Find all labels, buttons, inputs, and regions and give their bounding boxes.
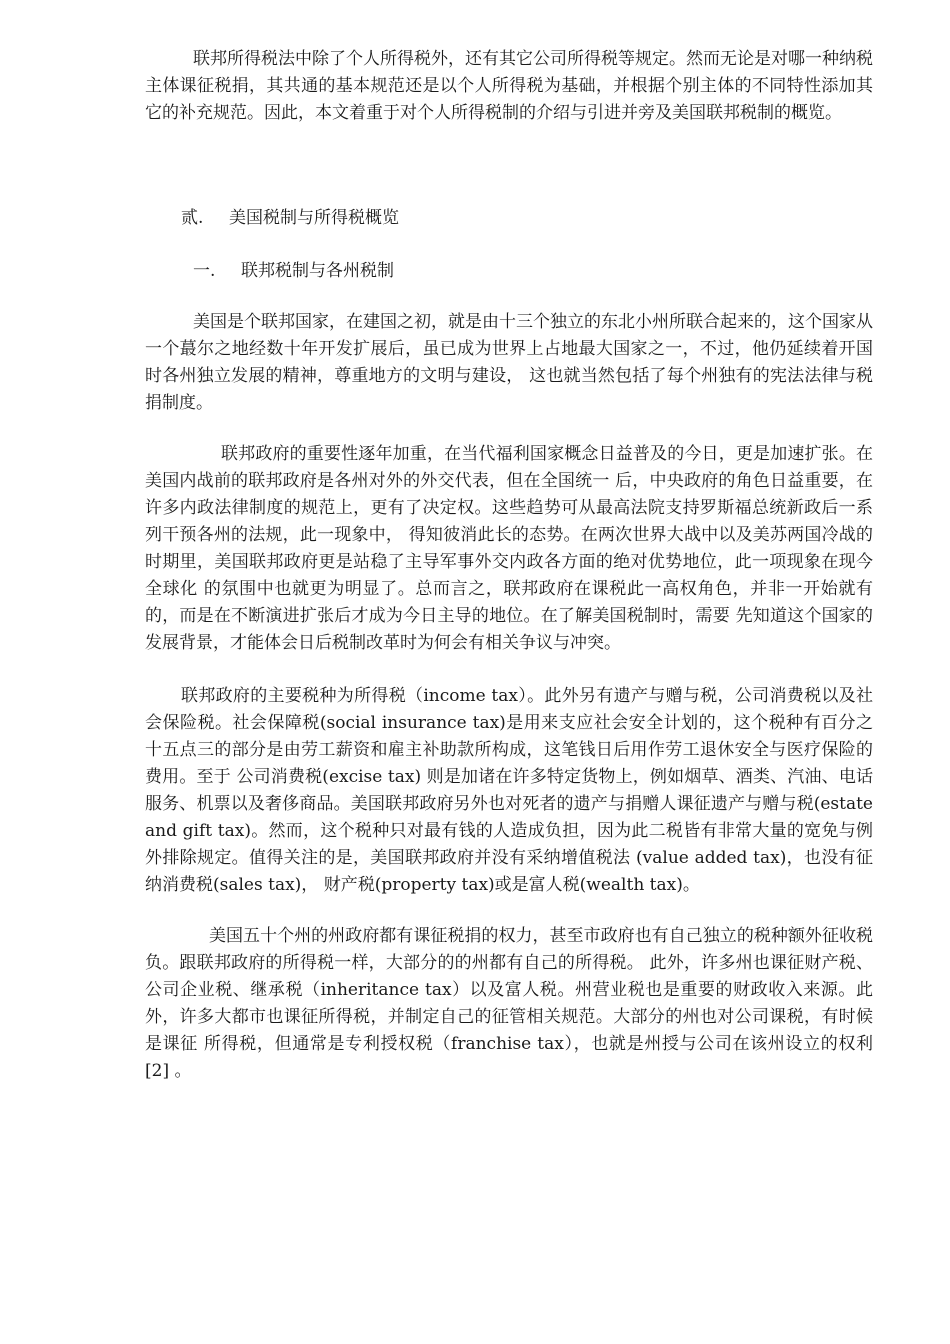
spacer (145, 657, 873, 683)
body-paragraph-state-taxes: 美国五十个州的州政府都有课征税捐的权力，甚至市政府也有自己独立的税种额外征收税负。跟联邦政府的所得税一样，大部分的的州都有自己的所得税。 此外，许多州也课征财产税、公司企业税、继承税（inheritance tax）以及富人税。州营业税也是重要的财政收入来源。此外，许多大都市也课征所得税，并制定自己的征管相关规范。大部分的州也对公司课税，有时候是课征 所得税，但通常是专利授权税（franchise tax），也就是州授与公司在该州设立的权利[2] 。 (145, 926, 873, 1081)
subsection-heading (145, 258, 873, 285)
subsection-title: 联邦税制与各州税制 (241, 261, 394, 281)
body-paragraph-federal-nation: 美国是个联邦国家，在建国之初，就是由十三个独立的东北小州所联合起来的，这个国家从一个蕞尔之地经数十年开发扩展后，虽已成为世界上占地最大国家之一，不过，他仍延续着开国时各州独立发展的精神，尊重地方的文明与建设， 这也就当然包括了每个州独有的宪法法律与税捐制度。 (145, 312, 873, 413)
spacer (145, 285, 873, 309)
body-paragraph-federal-government: 联邦政府的重要性逐年加重，在当代福利国家概念日益普及的今日，更是加速扩张。在美国内战前的联邦政府是各州对外的外交代表，但在全国统一 后，中央政府的角色日益重要，在许多内政法律制度的规范上，更有了决定权。这些趋势可从最高法院支持罗斯福总统新政后一系列干预各州的法规，此一现象中， 得知彼消此长的态势。在两次世界大战中以及美苏两国冷战的时期里，美国联邦政府更是站稳了主导军事外交内政各方面的绝对优势地位，此一项现象在现今全球化 的氛围中也就更为明显了。总而言之，联邦政府在课税此一高权角色，并非一开始就有的，而是在不断演进扩张后才成为今日主导的地位。在了解美国税制时，需要 先知道这个国家的发展背景，才能体会日后税制改革时为何会有相关争议与冲突。 (145, 444, 873, 653)
section-title: 美国税制与所得税概览 (229, 208, 399, 228)
spacer (145, 127, 873, 205)
spacer (145, 232, 873, 258)
document-page (145, 46, 873, 1085)
body-paragraph-federal-taxes: 联邦政府的主要税种为所得税（income tax）。此外另有遗产与赠与税，公司消费税以及社会保险税。社会保障税(social insurance tax)是用来支应社会安全计划的，这个税种有百分之十五点三的部分是由劳工薪资和雇主补助款所构成，这笔钱日后用作劳工退休安全与医疗保险的费用。至于 公司消费税(excise tax) 则是加诸在许多特定货物上，例如烟草、酒类、汽油、电话服务、机票以及奢侈商品。美国联邦政府另外也对死者的遗产与捐赠人课征遗产与赠与税(estate and gift tax)。然而，这个税种只对最有钱的人造成负担，因为此二税皆有非常大量的宽免与例外排除规定。值得关注的是，美国联邦政府并没有采纳增值税法 (value added tax)，也没有征纳消费税(sales tax)， 财产税(property tax)或是富人税(wealth tax)。 (145, 686, 873, 895)
section-heading (145, 205, 873, 232)
subsection-number: 一. (193, 261, 216, 281)
section-number: 贰. (181, 208, 204, 228)
spacer (145, 899, 873, 923)
intro-paragraph: 联邦所得税法中除了个人所得税外，还有其它公司所得税等规定。然而无论是对哪一种纳税主体课征税捐，其共通的基本规范还是以个人所得税为基础，并根据个别主体的不同特性添加其它的补充规范。因此，本文着重于对个人所得税制的介绍与引进并旁及美国联邦税制的概览。 (145, 49, 873, 123)
spacer (145, 417, 873, 441)
